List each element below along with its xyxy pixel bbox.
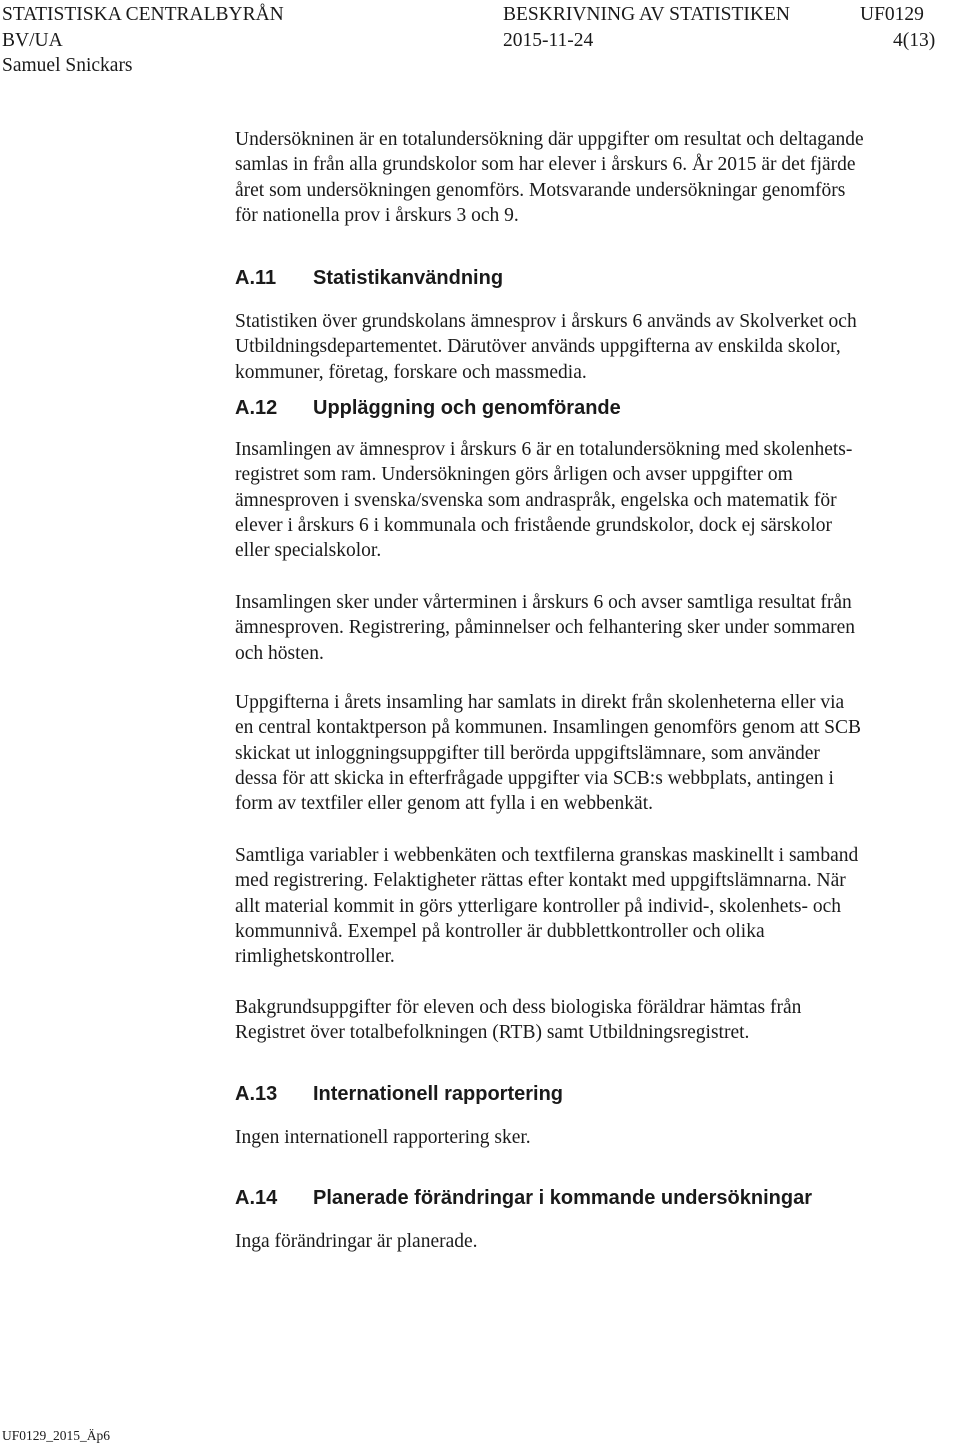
text-line: allt material kommit in görs ytterligare kontroller på individ-, skolenhets- och [235, 895, 841, 917]
header-doc-code: UF0129 [860, 4, 924, 25]
a12-paragraph-5 [235, 995, 951, 1046]
header-date: 2015-11-24 [503, 30, 594, 51]
section-heading-a13 [235, 1082, 563, 1106]
section-title: Uppläggning och genomförande [313, 397, 621, 419]
text-line: dessa för att skicka in efterfrågade uppgifter via SCB:s webbplats, antingen i [235, 767, 834, 789]
text-line: Ingen internationell rapportering sker. [235, 1127, 531, 1148]
a13-paragraph [235, 1125, 951, 1150]
text-line: Utbildningsdepartementet. Därutöver används uppgifterna av enskilda skolor, [235, 336, 841, 358]
header-unit: BV/UA [2, 30, 63, 51]
document-body [235, 0, 951, 1447]
a12-paragraph-4 [235, 843, 951, 969]
text-line: eller specialskolor. [235, 540, 382, 562]
text-line: elever i årskurs 6 i kommunala och fristående grundskolor, dock ej särskolor [235, 514, 833, 536]
section-number: A.13 [235, 1083, 278, 1105]
text-line: en central kontaktperson på kommunen. Insamlingen genomförs genom att SCB [235, 717, 862, 739]
text-line: kommuner, företag, forskare och massmedia. [235, 361, 587, 383]
text-line: Insamlingen sker under vårterminen i årskurs 6 och avser samtliga resultat från [235, 592, 852, 613]
text-line: med registrering. Felaktigheter rättas efter kontakt med uppgiftslämnarna. När [235, 870, 846, 892]
text-line: och hösten. [235, 642, 324, 664]
text-line: samlas in från alla grundskolor som har elever i årskurs 6. År 2015 är det fjärde [235, 154, 856, 176]
section-number: A.12 [235, 397, 278, 419]
a12-paragraph-1 [235, 437, 951, 563]
text-line: skickat ut inloggningsuppgifter till berörda uppgiftslämnare, som använder [235, 742, 820, 764]
text-line: Statistiken över grundskolans ämnesprov i årskurs 6 används av Skolverket och [235, 311, 857, 332]
text-line: Samtliga variabler i webbenkäten och textfilerna granskas maskinellt i samband [235, 845, 859, 866]
section-number: A.11 [235, 267, 277, 289]
text-line: form av textfiler eller genom att fylla i en webbenkät. [235, 793, 654, 815]
text-line: Inga förändringar är planerade. [235, 1231, 478, 1252]
header-author: Samuel Snickars [2, 55, 133, 76]
a12-paragraph-2 [235, 590, 951, 666]
text-line: året som undersökningen genomförs. Motsvarande undersökningar genomförs [235, 179, 846, 201]
text-line: Undersökninen är en totalundersökning där uppgifter om resultat och deltagande [235, 129, 864, 150]
text-line: registret som ram. Undersökningen görs årligen och avser uppgifter om [235, 464, 793, 486]
text-line: Bakgrundsuppgifter för eleven och dess biologiska föräldrar hämtas från [235, 997, 802, 1018]
footer-code: UF0129_2015_Äp6 [2, 1428, 111, 1443]
header-doc-type: BESKRIVNING AV STATISTIKEN [503, 4, 790, 25]
a14-paragraph [235, 1229, 951, 1254]
text-line: Uppgifterna i årets insamling har samlats in direkt från skolenheterna eller via [235, 692, 845, 713]
header-org: STATISTISKA CENTRALBYRÅN [2, 4, 284, 25]
text-line: Insamlingen av ämnesprov i årskurs 6 är en totalundersökning med skolenhets- [235, 439, 853, 460]
text-line: ämnesproven i svenska/svenska som andraspråk, engelska och matematik för [235, 489, 837, 511]
section-title: Statistikanvändning [313, 267, 504, 289]
header-page: 4(13) [893, 30, 936, 51]
intro-paragraph [235, 127, 951, 228]
section-number: A.14 [235, 1187, 278, 1209]
section-title: Planerade förändringar i kommande undersökningar [313, 1187, 813, 1209]
text-line: kommunnivå. Exempel på kontroller är dubblettkontroller och olika [235, 920, 765, 942]
section-title: Internationell rapportering [313, 1083, 564, 1105]
section-heading-a14 [235, 1186, 812, 1210]
section-heading-a12 [235, 396, 621, 420]
text-line: Registret över totalbefolkningen (RTB) samt Utbildningsregistret. [235, 1022, 750, 1044]
a11-paragraph [235, 309, 951, 385]
a12-paragraph-3 [235, 690, 951, 816]
text-line: ämnesproven. Registrering, påminnelser och felhantering sker under sommaren [235, 617, 856, 639]
text-line: rimlighetskontroller. [235, 946, 395, 968]
text-line: för nationella prov i årskurs 3 och 9. [235, 204, 519, 226]
section-heading-a11 [235, 266, 503, 290]
